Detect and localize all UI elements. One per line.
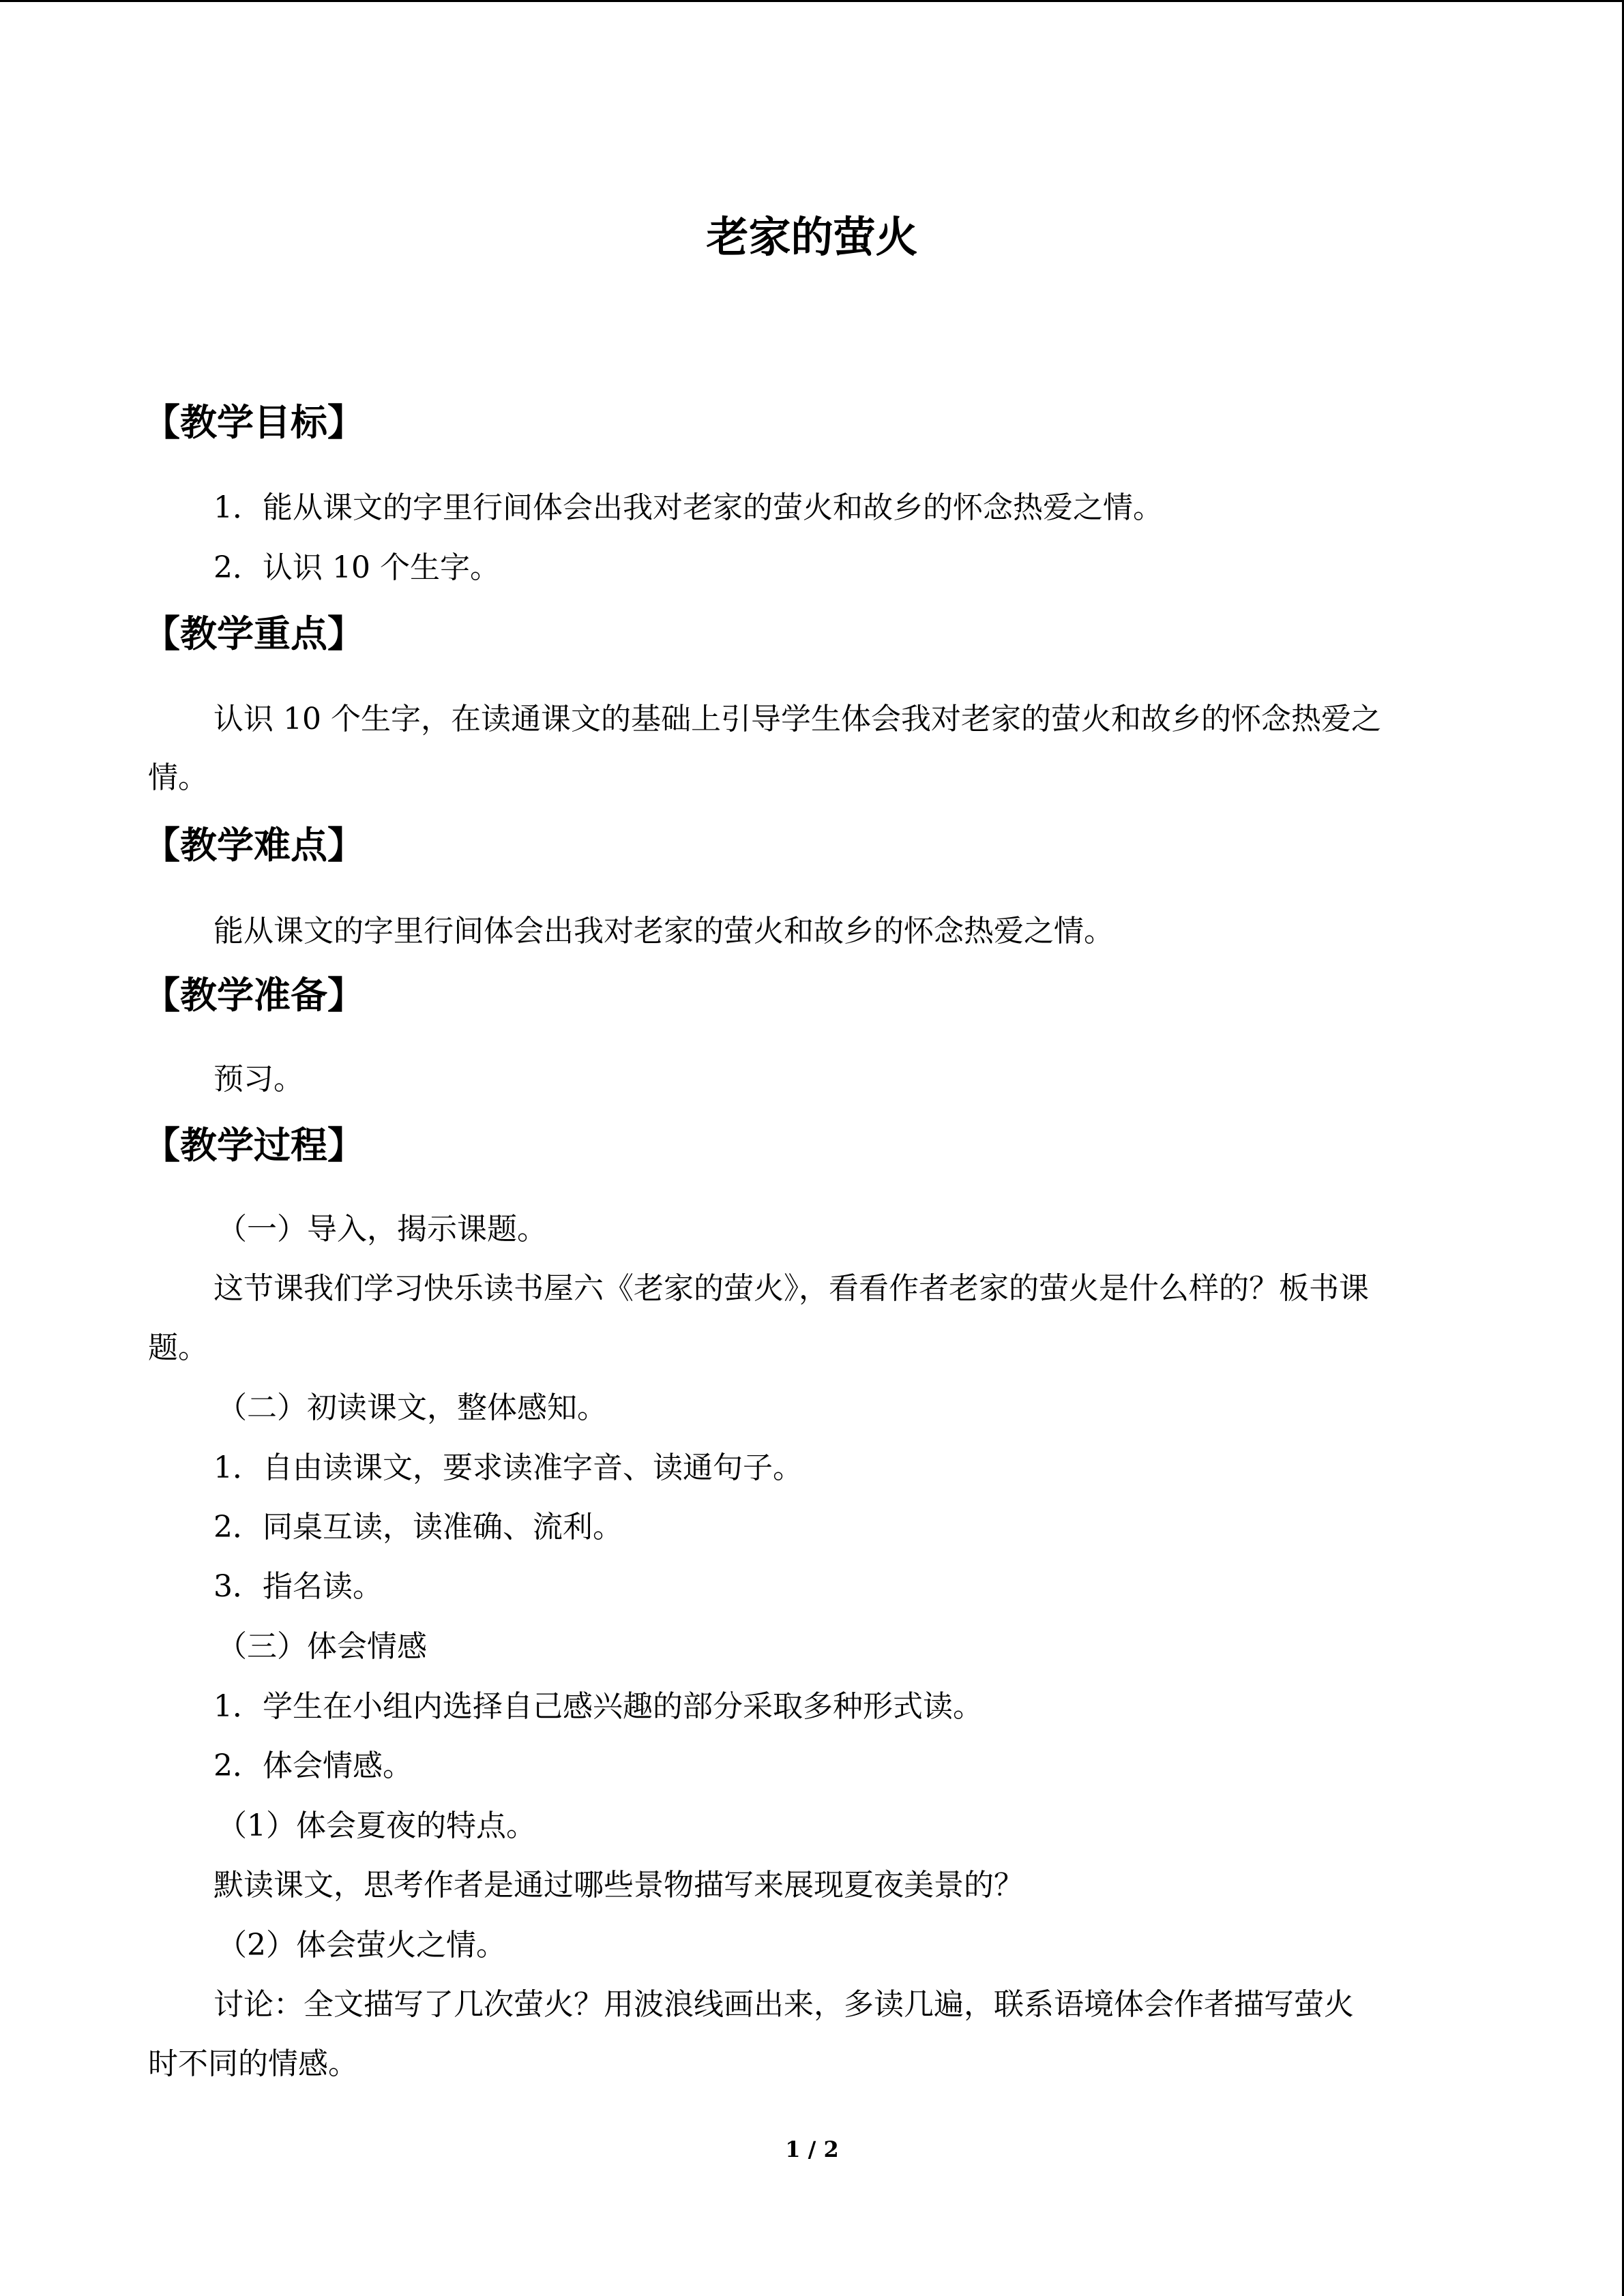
page-border-top [0, 0, 1624, 2]
objective-item: 2．认识 10 个生字。 [213, 550, 500, 585]
heading-difficulties: 【教学难点】 [143, 824, 364, 867]
heading-objectives: 【教学目标】 [143, 401, 364, 444]
process-text: 讨论：全文描写了几次萤火？用波浪线画出来，多读几遍，联系语境体会作者描写萤火 [213, 1987, 1354, 2022]
heading-key-points: 【教学重点】 [143, 612, 364, 655]
process-sub-title: （1）体会夏夜的特点。 [217, 1808, 536, 1843]
process-sub-title: （2）体会萤火之情。 [217, 1928, 506, 1963]
key-points-text: 认识 10 个生字，在读通课文的基础上引导学生体会我对老家的萤火和故乡的怀念热爱之 [213, 702, 1381, 736]
process-list-item: 3．指名读。 [213, 1569, 383, 1604]
process-step-title: （一）导入，揭示课题。 [217, 1212, 547, 1247]
process-list-item: 2．同桌互读，读准确、流利。 [213, 1510, 623, 1545]
preparation-text: 预习。 [213, 1062, 304, 1097]
page-title: 老家的萤火 [706, 212, 918, 262]
page-number: 1 / 2 [785, 2136, 839, 2162]
heading-process: 【教学过程】 [143, 1124, 364, 1167]
process-step-title: （三）体会情感 [217, 1629, 427, 1664]
heading-preparation: 【教学准备】 [143, 974, 364, 1017]
process-list-item: 1．学生在小组内选择自己感兴趣的部分采取多种形式读。 [213, 1689, 983, 1724]
key-points-text-cont: 情。 [148, 760, 208, 795]
objective-item: 1．能从课文的字里行间体会出我对老家的萤火和故乡的怀念热爱之情。 [213, 490, 1163, 525]
process-step-title: （二）初读课文，整体感知。 [217, 1390, 607, 1425]
process-list-item: 2．体会情感。 [213, 1748, 413, 1783]
process-text-cont: 题。 [148, 1330, 208, 1365]
process-text: 默读课文，思考作者是通过哪些景物描写来展现夏夜美景的？ [213, 1868, 1024, 1903]
process-text: 这节课我们学习快乐读书屋六《老家的萤火》，看看作者老家的萤火是什么样的？板书课 [213, 1271, 1369, 1306]
process-list-item: 1．自由读课文，要求读准字音、读通句子。 [213, 1450, 803, 1485]
difficulties-text: 能从课文的字里行间体会出我对老家的萤火和故乡的怀念热爱之情。 [213, 914, 1114, 949]
process-text-cont: 时不同的情感。 [148, 2046, 358, 2081]
